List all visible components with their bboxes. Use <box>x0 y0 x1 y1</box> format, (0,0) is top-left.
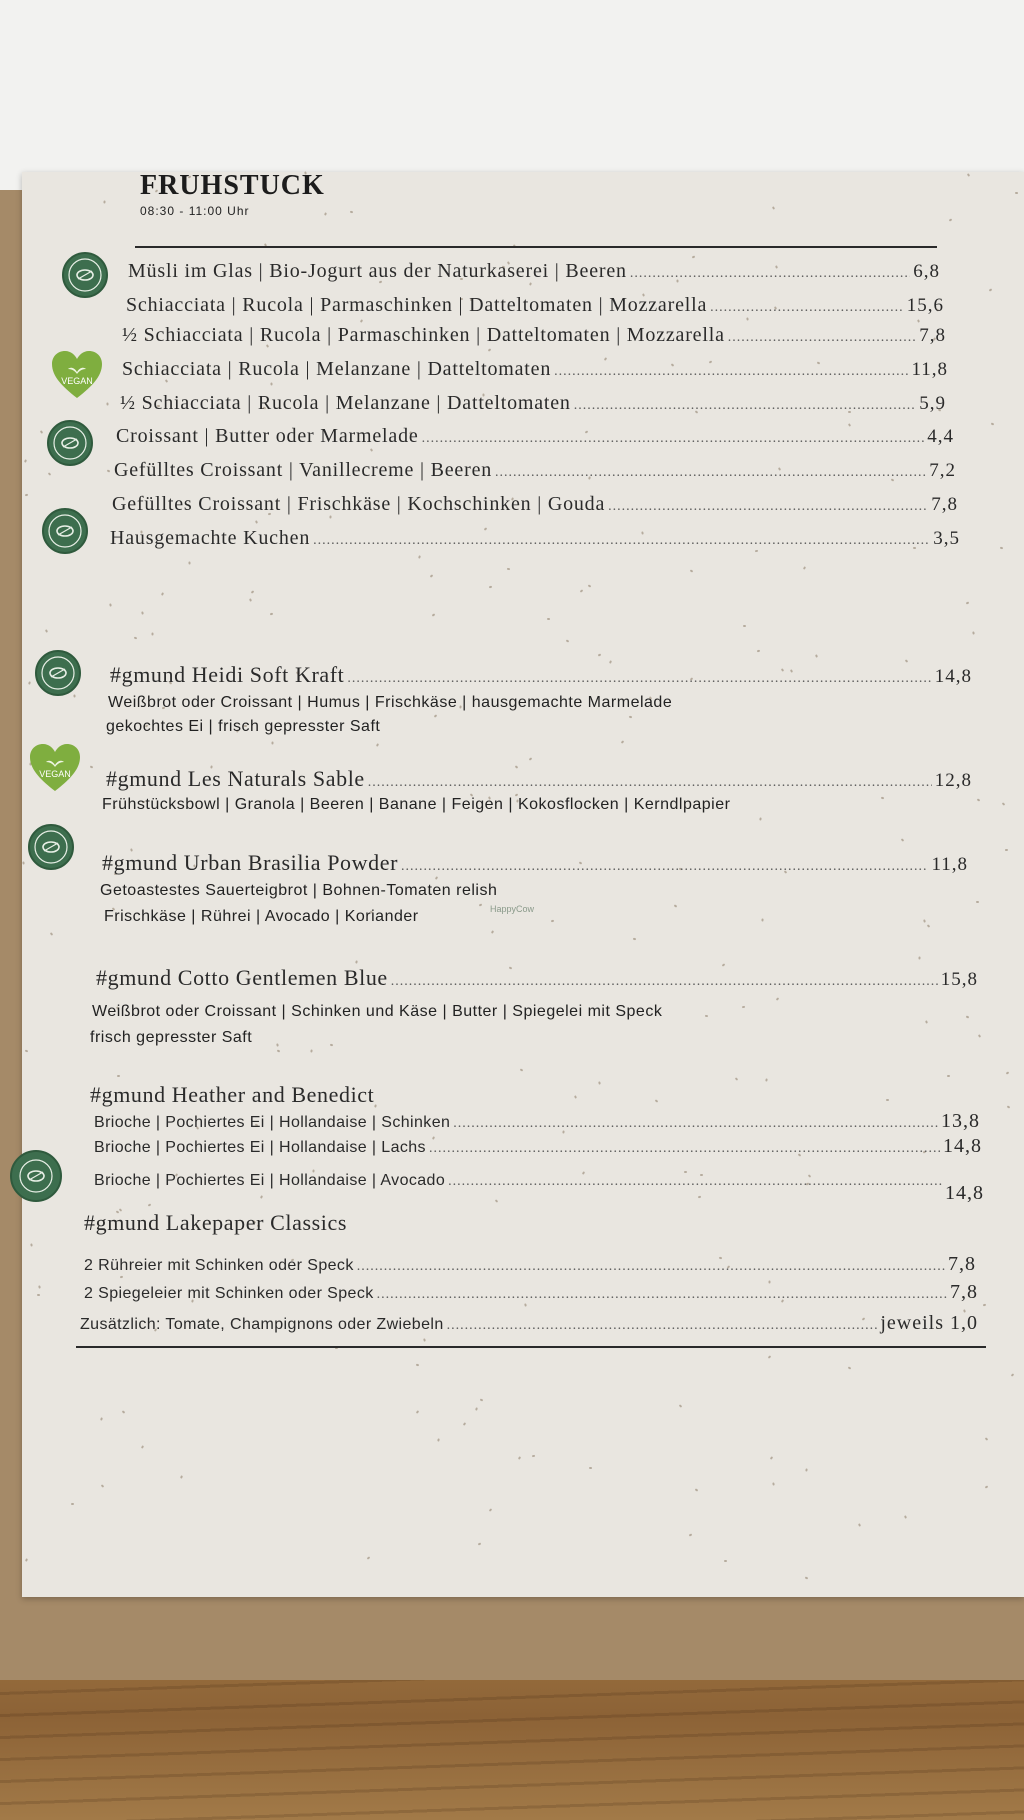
leader-dots <box>357 1259 945 1275</box>
set-option <box>84 1253 976 1276</box>
set-heading <box>84 1210 684 1236</box>
paper-speck <box>73 694 75 697</box>
paper-speck <box>1000 547 1003 549</box>
paper-speck <box>724 1560 727 1562</box>
set-name: #gmund Heidi Soft Kraft <box>110 662 345 687</box>
paper-speck <box>152 633 154 636</box>
paper-speck <box>488 348 492 351</box>
paper-speck <box>1005 849 1008 851</box>
paper-speck <box>978 1034 981 1038</box>
paper-speck <box>100 1417 103 1420</box>
item-price: 3,5 <box>933 528 960 549</box>
vegetarian-badge-icon <box>28 824 74 870</box>
vegetarian-badge-icon <box>62 252 108 298</box>
paper-speck <box>985 1437 989 1440</box>
paper-speck <box>432 613 436 616</box>
paper-speck <box>141 611 144 614</box>
option-price: 7,8 <box>948 1253 976 1275</box>
leader-dots <box>495 465 926 481</box>
paper-speck <box>330 1044 333 1047</box>
paper-speck <box>28 681 31 684</box>
set-description: Frühstücksbowl | Granola | Beeren | Banane | Feigen | Kokosflocken | Kerndlpapier <box>102 796 731 813</box>
menu-top-sheet <box>0 0 1024 190</box>
paper-speck <box>90 766 94 769</box>
paper-speck <box>416 1410 419 1414</box>
paper-speck <box>805 1577 809 1580</box>
leader-dots <box>453 1116 938 1132</box>
set-name: #gmund Lakepaper Classics <box>84 1210 348 1235</box>
paper-speck <box>621 740 625 744</box>
paper-speck <box>249 598 252 602</box>
paper-speck <box>180 1475 183 1479</box>
set-description: Frischkäse | Rührei | Avocado | Koriander <box>104 908 419 925</box>
paper-speck <box>735 1077 738 1081</box>
item-name: Hausgemachte Kuchen <box>110 527 311 549</box>
paper-speck <box>107 469 111 472</box>
paper-speck <box>947 1075 950 1077</box>
watermark: HappyCow <box>490 904 535 914</box>
paper-speck <box>37 1294 40 1296</box>
set-option <box>94 1135 982 1158</box>
item-price: 11,8 <box>911 359 948 380</box>
paper-speck <box>475 1407 478 1410</box>
paper-speck <box>689 1533 693 1536</box>
paper-speck <box>423 1338 426 1341</box>
paper-speck <box>598 653 602 656</box>
item-price: 6,8 <box>913 261 940 282</box>
paper-speck <box>480 1399 483 1402</box>
paper-speck <box>759 817 761 820</box>
paper-speck <box>25 1050 28 1053</box>
set-description: frisch gepresster Saft <box>90 1029 253 1046</box>
paper-speck <box>491 930 494 934</box>
paper-speck <box>355 960 358 963</box>
menu-item <box>120 392 946 415</box>
leader-dots <box>391 974 938 990</box>
paper-speck <box>815 654 818 658</box>
set-name: #gmund Les Naturals Sable <box>106 766 365 791</box>
set-price: 15,8 <box>940 969 978 990</box>
leader-dots <box>422 431 925 447</box>
paper-speck <box>270 613 273 616</box>
option-price: 14,8 <box>943 1135 982 1157</box>
item-name: ½ Schiacciata | Rucola | Melanzane | Datteltomaten <box>120 392 571 414</box>
vegan-heart-icon <box>50 350 104 400</box>
paper-speck <box>692 256 696 259</box>
paper-speck <box>768 1355 772 1359</box>
paper-speck <box>495 1199 498 1203</box>
opening-hours: 08:30 - 11:00 Uhr <box>140 204 250 218</box>
svg-text:VEGAN: VEGAN <box>39 769 71 779</box>
leader-dots <box>574 398 917 414</box>
paper-speck <box>518 1456 521 1460</box>
paper-speck <box>22 861 24 864</box>
paper-speck <box>923 919 926 922</box>
paper-speck <box>520 1068 524 1071</box>
paper-speck <box>966 1015 970 1018</box>
paper-speck <box>985 1485 989 1488</box>
paper-speck <box>103 200 105 203</box>
option-price: 13,8 <box>941 1110 980 1132</box>
paper-speck <box>1011 1373 1015 1377</box>
paper-speck <box>580 589 584 592</box>
item-price: 15,6 <box>906 295 944 316</box>
paper-speck <box>881 797 884 800</box>
paper-speck <box>30 1243 32 1246</box>
paper-speck <box>991 423 995 426</box>
menu-item <box>114 459 956 482</box>
option-name: 2 Spiegeleier mit Schinken oder Speck <box>84 1285 374 1302</box>
paper-speck <box>566 639 570 642</box>
paper-speck <box>324 212 327 215</box>
header-divider <box>135 246 937 248</box>
option-name: Brioche | Pochiertes Ei | Hollandaise | Lachs <box>94 1139 426 1156</box>
paper-speck <box>1007 1105 1011 1108</box>
leader-dots <box>710 300 904 316</box>
set-description: gekochtes Ei | frisch gepresster Saft <box>106 718 381 735</box>
item-price: 5,9 <box>919 393 946 414</box>
paper-speck <box>437 1438 440 1441</box>
paper-speck <box>705 1015 708 1017</box>
paper-speck <box>25 1558 28 1562</box>
paper-speck <box>463 1422 466 1426</box>
leader-dots <box>448 1174 942 1190</box>
menu-item <box>110 527 960 550</box>
item-price: 7,2 <box>929 460 956 481</box>
paper-speck <box>746 317 748 320</box>
item-name: Schiacciata | Rucola | Melanzane | Datteltomaten <box>122 358 552 380</box>
set-option <box>84 1281 978 1304</box>
set-heading <box>110 662 972 688</box>
paper-speck <box>117 1075 120 1077</box>
paper-speck <box>679 1404 683 1407</box>
paper-speck <box>434 714 438 717</box>
item-name: Schiacciata | Rucola | Parmaschinken | Datteltomaten | Mozzarella <box>126 294 708 316</box>
set-description: Weißbrot oder Croissant | Humus | Frischkäse | hausgemachte Marmelade <box>108 694 673 711</box>
item-name: Gefülltes Croissant | Vanillecreme | Beeren <box>114 459 493 481</box>
set-name: #gmund Cotto Gentlemen Blue <box>96 965 388 990</box>
paper-speck <box>770 1456 773 1460</box>
paper-speck <box>925 1020 928 1023</box>
paper-speck <box>695 1488 699 1491</box>
paper-speck <box>376 743 379 747</box>
menu-item <box>122 324 946 347</box>
paper-speck <box>24 459 27 463</box>
paper-speck <box>765 1078 767 1081</box>
paper-speck <box>972 631 975 634</box>
paper-speck <box>674 904 678 907</box>
paper-speck <box>161 592 164 596</box>
leader-dots <box>347 671 931 687</box>
vegetarian-badge-icon <box>10 1150 62 1202</box>
menu-item <box>126 294 944 317</box>
paper-speck <box>416 1364 419 1367</box>
leader-dots <box>429 1141 940 1157</box>
option-name: Brioche | Pochiertes Ei | Hollandaise | Schinken <box>94 1114 451 1131</box>
option-name: Brioche | Pochiertes Ei | Hollandaise | Avocado <box>94 1172 446 1189</box>
paper-speck <box>949 218 953 221</box>
paper-speck <box>478 1543 482 1546</box>
paper-speck <box>698 1196 701 1199</box>
paper-speck <box>886 1099 889 1101</box>
leader-dots <box>401 859 928 875</box>
item-name: ½ Schiacciata | Rucola | Parmaschinken | Datteltomaten | Mozzarella <box>122 324 725 346</box>
paper-speck <box>148 1203 152 1206</box>
footer-divider <box>76 1346 986 1348</box>
leader-dots <box>554 364 908 380</box>
paper-speck <box>743 625 746 627</box>
set-heading <box>102 850 968 876</box>
svg-text:VEGAN: VEGAN <box>61 376 93 386</box>
paper-speck <box>742 1006 745 1008</box>
menu-item <box>122 358 948 381</box>
paper-speck <box>106 402 108 405</box>
vegetarian-badge-icon <box>47 420 93 466</box>
paper-speck <box>757 650 760 653</box>
paper-speck <box>529 757 533 760</box>
paper-speck <box>901 838 905 841</box>
option-name: 2 Rühreier mit Schinken oder Speck <box>84 1257 354 1274</box>
paper-speck <box>547 618 550 620</box>
paper-speck <box>776 997 780 1000</box>
set-description: Getoastestes Sauerteigbrot | Bohnen-Tomaten relish <box>100 882 498 899</box>
set-description: Weißbrot oder Croissant | Schinken und Käse | Butter | Spiegelei mit Speck <box>92 1003 663 1020</box>
paper-speck <box>489 1508 492 1512</box>
option-price: 14,8 <box>945 1182 984 1204</box>
paper-speck <box>479 904 483 907</box>
paper-speck <box>917 319 920 322</box>
paper-speck <box>532 1455 535 1457</box>
paper-speck <box>551 920 554 923</box>
set-heading <box>96 965 978 991</box>
paper-speck <box>38 1285 41 1288</box>
paper-speck <box>255 520 258 524</box>
paper-speck <box>188 561 190 564</box>
paper-speck <box>633 938 636 940</box>
paper-speck <box>805 1468 807 1471</box>
paper-speck <box>25 494 28 496</box>
set-heading <box>90 1082 690 1108</box>
paper-speck <box>803 566 806 570</box>
set-option <box>94 1110 980 1133</box>
paper-speck <box>977 798 981 801</box>
set-option <box>80 1312 978 1335</box>
paper-speck <box>690 569 694 572</box>
paper-speck <box>927 924 931 928</box>
paper-speck <box>50 932 53 936</box>
paper-speck <box>370 448 373 452</box>
vegetarian-badge-icon <box>35 650 81 696</box>
paper-speck <box>271 741 273 744</box>
paper-speck <box>588 584 592 587</box>
option-price: 7,8 <box>950 1281 978 1303</box>
set-option <box>94 1160 984 1204</box>
set-price: 12,8 <box>934 770 972 791</box>
menu-item <box>128 260 940 283</box>
paper-speck <box>360 319 363 323</box>
paper-speck <box>270 382 272 385</box>
paper-speck <box>109 603 112 606</box>
set-price: 14,8 <box>934 666 972 687</box>
leader-dots <box>313 533 930 549</box>
set-name: #gmund Heather and Benedict <box>90 1082 375 1107</box>
leader-dots <box>728 330 917 346</box>
item-price: 7,8 <box>919 325 946 346</box>
paper-speck <box>989 288 993 291</box>
paper-speck <box>629 716 632 719</box>
paper-speck <box>260 1195 263 1199</box>
set-price: 11,8 <box>931 854 968 875</box>
leader-dots <box>608 499 928 515</box>
paper-speck <box>40 430 43 434</box>
paper-speck <box>904 1515 907 1519</box>
paper-speck <box>141 1445 144 1449</box>
paper-speck <box>772 206 775 210</box>
paper-speck <box>1002 802 1006 805</box>
paper-speck <box>858 1523 861 1526</box>
leader-dots <box>368 775 932 791</box>
set-name: #gmund Urban Brasilia Powder <box>102 850 399 875</box>
vegan-heart-icon <box>28 743 82 793</box>
paper-speck <box>918 956 920 959</box>
paper-speck <box>848 1366 852 1369</box>
item-name: Müsli im Glas | Bio-Jogurt aus der Naturkaserei | Beeren <box>128 260 627 282</box>
paper-speck <box>1015 192 1018 194</box>
menu-item <box>112 493 958 516</box>
vegetarian-badge-icon <box>42 508 88 554</box>
leader-dots <box>447 1318 878 1334</box>
paper-speck <box>277 1049 281 1052</box>
paper-speck <box>755 550 758 552</box>
paper-speck <box>310 1049 312 1052</box>
paper-speck <box>761 918 763 921</box>
paper-speck <box>134 637 137 640</box>
paper-speck <box>966 602 970 605</box>
option-name: Zusätzlich: Tomate, Champignons oder Zwiebeln <box>80 1316 444 1333</box>
item-name: Gefülltes Croissant | Frischkäse | Kochschinken | Gouda <box>112 493 606 515</box>
paper-speck <box>122 1410 126 1413</box>
set-heading <box>106 766 972 792</box>
paper-speck <box>101 1484 105 1487</box>
paper-speck <box>976 901 979 903</box>
item-price: 4,4 <box>927 426 954 447</box>
paper-speck <box>71 1503 74 1505</box>
leader-dots <box>377 1287 947 1303</box>
paper-speck <box>45 629 48 633</box>
paper-speck <box>418 555 421 558</box>
paper-speck <box>367 1556 371 1559</box>
leader-dots <box>630 266 910 282</box>
paper-speck <box>350 211 353 213</box>
paper-speck <box>489 586 492 588</box>
paper-speck <box>120 1276 123 1279</box>
paper-speck <box>435 876 438 880</box>
paper-speck <box>967 173 970 177</box>
paper-speck <box>251 590 255 593</box>
item-price: 7,8 <box>931 494 958 515</box>
paper-speck <box>48 472 51 476</box>
item-name: Croissant | Butter oder Marmelade <box>116 425 419 447</box>
paper-speck <box>772 1482 774 1485</box>
menu-item <box>116 425 954 448</box>
page-title: FRUHSTUCK <box>140 170 325 201</box>
paper-speck <box>276 1043 279 1046</box>
paper-speck <box>430 574 434 577</box>
paper-speck <box>507 568 510 570</box>
paper-speck <box>589 1467 592 1469</box>
option-price: jeweils 1,0 <box>880 1312 978 1334</box>
paper-speck <box>1006 1071 1010 1074</box>
paper-speck <box>983 1304 986 1307</box>
